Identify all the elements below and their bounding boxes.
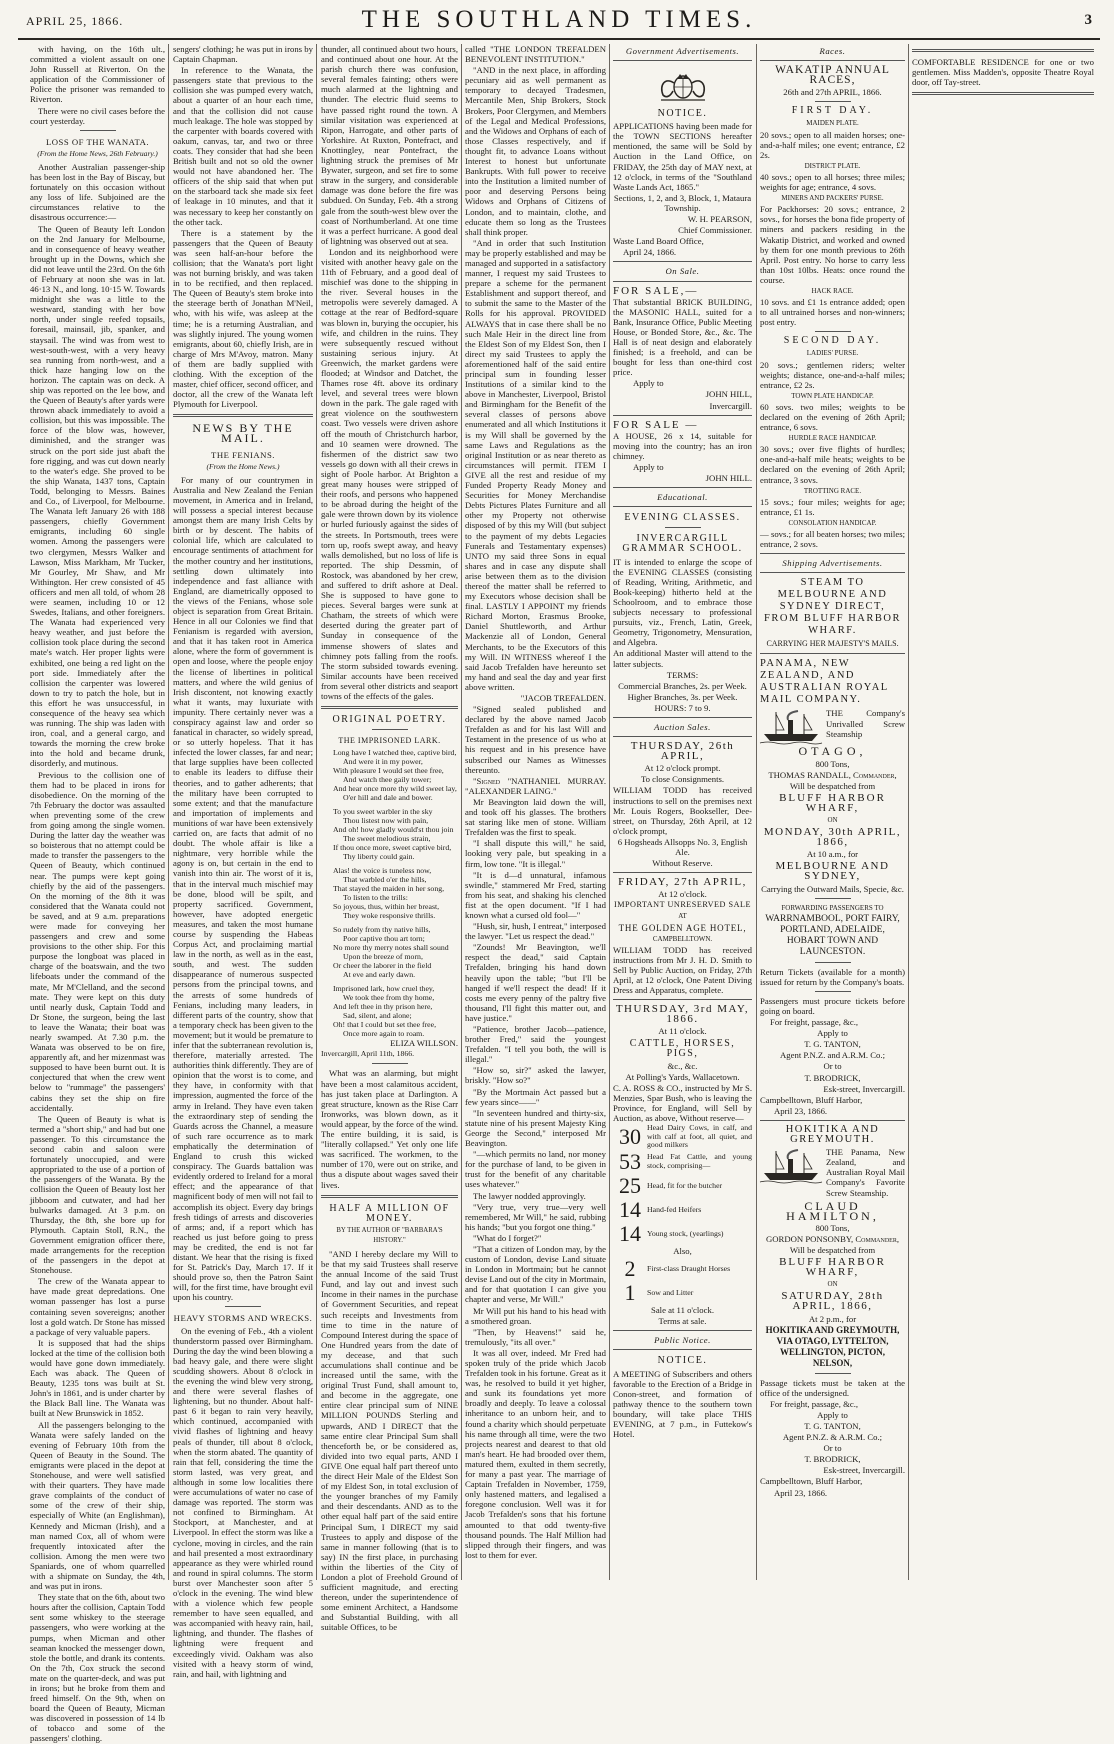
ship-name: OTAGO, [798, 744, 867, 759]
race-text: 40 sovs.; open to all horses; three miles; weights for age; entrance, 4 sovs. [760, 171, 905, 193]
notice-date: April 23, 1866. [774, 1105, 828, 1116]
apply-label: Apply to [817, 1409, 848, 1420]
paragraph: "And in order that such Institution may be properly established and may be managed and supported in a satisfactory manner, I request my said Trustees to prepare a scheme for the permanent Establishment and support thereof, and to submit the same to the Master of the Rolls for his approval. PROVIDED ALWAYS that in case there shall be no such Male Heir in the direct line from the Eldest Son of my Eldest Son, then I direct my said Trustees to apply the aforementioned half of the said entire principal sum in founding lesser Institutions of a similar kind to the above in Manchester, Liverpool, Bristol and Birmingham for the Benefit of the several classes of persons above enumerated and all which Institutions it is my Will shall be governed by the same Laws and Regulations as the original Institution or as near thereto as circumstances will permit. ITEM I GIVE all the rest and residue of my Funded Property Ready Money and Securities for Money Merchandise Debts Pictures Plates Furniture and all other my Property not otherwise disposed of by this my Will (but subject to the payment of my debts Legacies Funerals and Testamentary expenses) UNTO my said three Sons in equal shares and in case any dispute shall arise between them as to the division thereof the matter shall be referred to my Executors whose decision shall be final. LASTLY I APPOINT my friends Richard Morton, Erasmus Brooke, Daniel Shuttleworth, and Arthur Mackenzie all of London, General Merchants, to be the Executors of this my Will. IN WITNESS whereof I the said Jacob Trefalden have hereunto set my hand and seal the day and year first above written. [465, 237, 606, 692]
race-name: MINERS AND PACKERS' PURSE. [781, 194, 884, 203]
section-heading-races: Races. [819, 46, 846, 56]
race-name: HACK RACE. [811, 286, 854, 295]
notice-date: April 23, 1866. [774, 1487, 828, 1498]
poem-line: O'er hill and dale and bower. [343, 793, 433, 803]
divider [613, 999, 752, 1000]
divider [613, 1330, 752, 1331]
article-heading-storms: HEAVY STORMS AND WRECKS. [173, 1313, 313, 1324]
ship-commander: THOMAS RANDALL, Commander, [768, 769, 897, 780]
poem-line: Thou listest now with pain, [343, 816, 429, 826]
agent-place: Esk-street, Invercargill. [823, 1083, 905, 1094]
divider [372, 1063, 408, 1064]
notice-text: APPLICATIONS having been made for the TOWN SECTIONS hereafter mentioned, the same will be Sold by Auction in the Land Office, on FRIDAY, the 25th day of MAY next, at 12 o'clock, in terms of the "Southland Waste Lands Act, 1865." [613, 121, 752, 192]
passage-notice: Passage tickets must be taken at the office of the undersigned. [760, 1377, 905, 1398]
stanza [321, 984, 458, 1038]
section-heading-educational: Educational. [657, 492, 708, 503]
auction-text: WILLIAM TODD has received instructions from Mr J. H. D. Smith to Sell by Public Auction, on Friday, 27th April, at 12 o'clock, One Patent Diving Dress and Apparatus, complete. [613, 944, 752, 996]
divider [321, 1195, 458, 1198]
apply-label: Apply to [817, 1028, 848, 1039]
paragraph: "By the Mortmain Act passed but a few years since——" [465, 1086, 606, 1107]
divider [173, 414, 313, 417]
divider [80, 130, 116, 131]
poem-line: And watch thee gaily tower; [343, 775, 432, 785]
paragraph: "I shall dispute this will," he said, looking very pale, but speaking in a firm, low tone. "It is illegal." [465, 838, 606, 869]
paragraph: "Patience, brother Jacob—patience, brother Fred," said the youngest Trefalden. "I tell you both, the will is illegal." [465, 1024, 606, 1065]
divider [912, 92, 1094, 95]
paragraph: It is supposed that had the ships locked at the time of the collision both would have gone down immediately. Each was aback. The Queen of Beauty, 1235 tons was built at St. John's in 1861, and is under charter by the Black Ball line. The Wanata was built at New Brunswick in 1852. [30, 1337, 165, 1419]
auction-date: THURSDAY, 26th APRIL, [630, 740, 735, 763]
divider [815, 101, 851, 102]
auction-town: CAMPBELLTOWN. [652, 934, 713, 943]
race-text: 20 sovs.; open to all maiden horses; one-and-a-half miles; one event; entrance, £2 2s. [760, 129, 905, 160]
poem-line: That stayed the maiden in her song, [333, 884, 445, 894]
school-text: An additional Master will attend to the latter subjects. [613, 648, 752, 669]
lot-item: 25 Head, fit for the butcher [619, 1173, 723, 1199]
page-number: 3 [1084, 12, 1092, 28]
notice-heading: NOTICE. [657, 1355, 708, 1367]
poem-line: The sweet melodious strain, [343, 834, 431, 844]
notice-place: Campbelltown, Bluff Harbor, [760, 1476, 863, 1487]
ship-departure-time: At 2 p.m., for [808, 1313, 857, 1324]
column-rule [168, 44, 169, 1580]
paragraph: "Zounds! Mr Beavington, we'll respect the dead," said Captain Trefalden, bringing his hand down heavily upon the table; "but I'll be hanged if we'll respect the dead! If it costs me every penny of the paltry five thousand, I'll fight this matter out, and have justice." [465, 942, 606, 1023]
newspaper-title: THE SOUTHLAND TIMES. [361, 6, 757, 33]
poem-line: And oh! how gladly would'st thou join [333, 825, 454, 835]
paragraph: The lawyer nodded approvingly. [473, 1190, 586, 1201]
auction-subject-etc: &c., &c. [667, 1060, 698, 1071]
poem-line: To you sweet warbler in the sky [333, 807, 433, 817]
race-name: LADIES' PURSE. [806, 349, 859, 358]
paragraph: All the passengers belonging to the Wanata were safely landed on the evening of February 10th from the Queen of Beauty in the Sound. The emigrants were placed in the depot at Stonehouse, and were well satisfied with their quarters. They have made grave complaints of the conduct of some of the crew of their ship, especially of White (an Englishman), Kennedy and Micman (Irish), and a man named Cox, all of whom were frequently intoxicated after the collision. Among the men were two Spaniards, one of whom quarrelled with a shipmate on Sunday, the 4th, and was put in irons. [30, 1419, 165, 1592]
race-text: 20 sovs.; gentlemen riders; welter weights; distance, one-and-a-half miles; entrance, £2 2s. [760, 359, 905, 390]
paragraph: What was an alarming, but might have been a most calamitous accident, has just taken place at Darlington. A great structure, known as the Rise Carr Ironworks, was blown down, as it would appear, by the force of the wind. The entire building, it is said, is "literally collapsed." Yet only one life was sacrificed. The workmen, to the number of 170, were out on strike, and thus a dispute about wages saved their lives. [321, 1068, 458, 1190]
poem-line: Imprisoned lark, how cruel they, [333, 984, 435, 994]
column-3 [321, 44, 458, 1633]
race-text: — sovs.; for all beaten horses; two miles; entrance, 2 sovs. [760, 529, 905, 550]
ship-despatch: Will be despatched from [789, 780, 876, 791]
poem-line: Poor captive thou art torn; [343, 934, 425, 944]
ship-name: CLAUD HAMILTON, [786, 1198, 879, 1223]
poem-line: If thou once more, sweet captive bird, [333, 843, 452, 853]
notice-signature: W. H. PEARSON, [687, 214, 752, 225]
divider [815, 991, 851, 992]
poem-title: THE IMPRISONED LARK. [338, 736, 441, 746]
school-text: IT is intended to enlarge the scope of the EVENING CLASSES (consisting of Reading, Writing, Arithmetic, and Book-keeping) hitherto held at the Schoolroom, and to embrace those subjects necessary to professional pursuits, viz., French, Latin, Greek, Geometry, Trigonometry, Mensuration, and Algebra. [613, 556, 752, 648]
poem-line: That warbled o'er the hills, [343, 875, 427, 885]
paragraph: Mr Beavington laid down the will, and took off his glasses. The brothers sat staring like men of stone. William Trefalden was the first to speak. [465, 796, 606, 838]
section-heading-original-poetry: ORIGINAL POETRY. [332, 714, 447, 726]
auction-reserve: Without Reserve. [652, 858, 713, 869]
agent-title: Agent P.N.Z. and A.R.M. Co.; [780, 1050, 885, 1061]
ship-departure-wharf: BLUFF HARBOR WHARF, [779, 1256, 886, 1279]
race-text: 15 sovs.; four miles; weights for age; entrance, £1 1s. [760, 496, 905, 517]
divider [815, 331, 851, 332]
auction-item: 6 Hogsheads Allsopps No. 3, English Ale. [617, 836, 748, 857]
auction-text: WILLIAM TODD has received instructions to sell on the premises next Mr. Louis Rogers, Bookseller, Dee-street, on Thursday, 26th April, at 12 o'clock prompt, [613, 785, 752, 836]
ship-tons: 800 Tons, [815, 1222, 850, 1233]
divider [815, 1373, 851, 1374]
shipping-mails: CARRYING HER MAJESTY'S MAILS. [766, 639, 899, 649]
poem-line: Thy liberty could gain. [343, 852, 415, 862]
paragraph: "—which permits no land, nor money for the purchase of land, to be given in trust for the benefit of any charitable uses whatever." [465, 1149, 606, 1190]
lot-item: 14 Hand-fed Heifers [619, 1197, 702, 1223]
paragraph: The crew of the Wanata appear to have made great depredations. One woman passenger has lost a purse containing seven sovereigns; another lost a gold watch. Dr Stone has missed a package of very valuable papers. [30, 1276, 165, 1337]
section-heading-government: Government Advertisements. [625, 46, 740, 56]
ship-destination: HOKITIKA AND GREYMOUTH, VIA OTAGO, LYTTELTON, WELLINGTON, PICTON, NELSON, [765, 1324, 900, 1368]
auction-time: At 12 o'clock. [658, 889, 707, 900]
notice-signature-title: Chief Commissioner. [678, 225, 752, 236]
poem-line: They woke responsive thrills. [343, 911, 436, 921]
article-heading-half-million: HALF A MILLION OF MONEY. [329, 1202, 450, 1224]
race-name: DISTRICT PLATE. [804, 161, 861, 170]
poem-line: Long have I watched thee, captive bird, [333, 748, 457, 758]
paragraph: "What do I forget?" [473, 1232, 542, 1243]
divider [613, 261, 752, 262]
divider [815, 962, 851, 963]
auction-time: At 11 o'clock. [658, 1026, 707, 1037]
section-heading-on-sale: On Sale. [665, 266, 700, 277]
column-rule [316, 44, 317, 1580]
also-label: Also, [673, 1246, 692, 1257]
ship-intro: THE Company's Unrivalled Screw Steamship [826, 708, 905, 739]
ship-advert-otago [760, 708, 905, 744]
divider [760, 1120, 905, 1121]
poem-line: At eve and early dawn. [343, 970, 416, 980]
races-title: WAKATIP ANNUAL RACES, [775, 64, 890, 87]
poem-line: Sad, silent, and alone; [343, 1011, 412, 1021]
stanza [321, 866, 458, 920]
race-text: 60 sovs. two miles; weights to be declared on the evening of 26th April; entrance, 6 sovs. [760, 401, 905, 433]
notice-place: Campbelltown, Bluff Harbor, [760, 1094, 863, 1105]
agent-name: T. G. TANTON, [804, 1039, 861, 1050]
school-heading: INVERCARGILL GRAMMAR SCHOOL. [622, 533, 743, 555]
paragraph: "It is d—d unnatural, infamous swindle," stammered Mr Fred, starting from his seat, and shaking his clenched fist at the open document. "If I had known what a cursed old fool—" [465, 869, 606, 920]
steamship-icon [760, 1147, 822, 1183]
races-dates: 26th and 27th APRIL, 1866. [783, 87, 882, 98]
or-label: Or to [823, 1061, 842, 1072]
ship-departure-time: At 10 a.m., for [806, 849, 859, 860]
on-label: ON [827, 815, 838, 824]
poem-line: And left thee in thy prison here, [333, 1002, 433, 1012]
divider [613, 717, 752, 718]
paragraph: "That a citizen of London may, by the custom of London, devise Land situate in London in Mortmain; but he cannot devise Land out of the city in Mortmain, and for that quotation I can give you chapter and verse, Mr Will." [465, 1243, 606, 1305]
masthead [18, 4, 1100, 40]
poem-line: Once more again to roam. [343, 1029, 425, 1039]
agent-name: T. BRODRICK, [804, 1454, 861, 1465]
terms-label: TERMS: [666, 669, 699, 680]
column-4 [465, 44, 606, 1580]
column-rule [908, 44, 909, 1580]
notice-sections: Sections, 1, 2, and 3, Block, 1, Mataura Township. [613, 192, 752, 213]
sale-terms: Terms at sale. [658, 1316, 707, 1327]
ship-departure-date: SATURDAY, 28th APRIL, 1866, [781, 1290, 884, 1313]
notice-date: April 24, 1866. [623, 247, 677, 258]
paragraph: "AND in the next place, in affording pecuniary aid as well permanent as temporary to decayed Tradesmen, Mercantile Men, Ship Brokers, Stock Brokers, Poor Clergymen, and Members of the Legal and Medical Professions, and the Widows and Orphans of each of those Classes respectively, and if thought fit, to advance Loans without Interest to honest but unfortunate Bankrupts. With full power to receive into the Institution a limited number of poor and deserving Persons being Widows and Orphans of Citizens of London, and to maintain, clothe, and educate them so long as the Trustees shall think proper. [465, 65, 606, 237]
poem-line: And hear once more thy wild sweet lay, [333, 784, 457, 794]
race-name: CONSOLATION HANDICAP. [788, 518, 877, 527]
divider [912, 49, 1094, 52]
paragraph: Another Australian passenger-ship has been lost in the Bay of Biscay, but fortunately on this occasion without any loss of life. Subjoined are the circumstances relative to the disastrous occurrence:— [30, 161, 165, 223]
ship-commander: GORDON PONSONBY, Commander, [765, 1233, 900, 1244]
section-heading-shipping: Shipping Advertisements. [782, 558, 883, 569]
column-1 [30, 44, 165, 1744]
article-source: (From the Home News.) [206, 461, 280, 471]
forwarding-label: FORWARDING PASSENGERS TO [781, 903, 884, 912]
divider [613, 506, 752, 507]
article-byline: BY THE AUTHOR OF "BARBARA'S HISTORY." [336, 1226, 443, 1244]
paragraph: The Queen of Beauty left London on the 2nd January for Melbourne, and in consequence of heavy weather brought up in the Downs, which she did not leave until the 23rd. On the 6th of February at noon she was in lat. 46·13 N., and long. 10·15 W. Towards midnight she was a little to the westward, standing with her bow north, under single reefed topsails, foresail, mainsail, jib, spanker, and staysail. The wind was from west to west-south-west, with a very heavy sea running from north-west, and a thick haze hanging low on the horizon. The captain was on deck. A ship was reported on the lee bow, and the Queen of Beauty's after yards were thrown aback immediately to avoid a collision, but this was impossible. The force of the blow was, however, diminished, and the stranger was struck on the port side just abaft the fore rigging, and was cut down nearly to the water's edge. She proved to be the ship Wanata, 1437 tons, Captain Todd, belonging to Messrs. Baines and Co., of Liverpool, for Melbourne. The Wanata left January 26 with 188 passengers, chiefly Government emigrants, including 60 single women. Among the passengers were two clergymen, Messrs Walker and Lawson, Miss Markham, Mr Tucker, Mr Gourley, Mr Shaw, and Mr Withington. Her crew consisted of 45 officers and men all told, of whom 28 were seamen, including 10 or 12 Swedes, Italians, and other foreigners. The Wanata had experienced very heavy weather, and just before the collision took place during the second mate's watch. Her proper lights were exhibited, one being a red light on the port side. Immediately after the collision the carpenter was lowered down to try to patch the hole, but in this effort he was unsuccessful, in consequence of the heavy sea which was running. The ship was laden with iron, coal, and a general cargo, and towards the morning the crew broke into the hold and became drunk, disorderly, and mutinous. [30, 223, 165, 769]
paragraph: "Signed sealed published and declared by the above named Jacob Trefalden as and for his last Will and Testament in the presence of us who at his request and in his presence have subscribed our Names as Witnesses thereunto. [465, 704, 606, 775]
divider [760, 572, 905, 573]
terms-line: Higher Branches, 3s. per Week. [627, 691, 738, 702]
paragraph: with having, on the 16th ult., committed a violent assault on one John Russell at Riverton. On the application of the Commissioner of Police the prisoner was remanded to Riverton. [30, 44, 165, 105]
race-text: 30 sovs.; over five flights of hurdles; one-and-a-half mile heats; weights to be declared on the evening of 26th April; entrance, 3 sovs. [760, 444, 905, 485]
auction-at: AT [678, 912, 687, 921]
agent-title: Agent P.N.Z. & A.R.M. Co.; [782, 1432, 883, 1443]
for-sale-heading: FOR SALE,— [613, 284, 699, 297]
poem-line: We took thee from thy home, [343, 993, 435, 1003]
paragraph: "Then, by Heavens!" said he, tremulously, "its all over." [465, 1326, 606, 1347]
poem-line: So rudely from thy native hills, [333, 925, 431, 935]
section-heading-public-notice: Public Notice. [654, 1335, 711, 1346]
paragraph: "In seventeen hundred and thirty-six, statute nine of his present Majesty King George the Second," interposed Mr Beavington. [465, 1107, 606, 1149]
day-heading: FIRST DAY. [791, 105, 874, 117]
race-name: TOWN PLATE HANDICAP. [791, 391, 874, 400]
agent-name: JOHN HILL. [705, 473, 752, 484]
column-rule [461, 44, 462, 1580]
divider [665, 527, 701, 528]
ship-advert-claud-hamilton [760, 1147, 905, 1198]
paragraph: The Queen of Beauty is what is termed a "short ship," and had but one passenger. To this circumstance the second cabin and saloon were fortunately unoccupied, and were appropriated to the use of a portion of the passengers of the Wanata. By the collision the Queen of Beauty lost her jibboom and cutwater, and had her bulwarks damaged. At 3 p.m. on Thursday, the 8th, she bore up for Plymouth. Captain Stoll, R.N., the Government emigration officer there, made arrangements for the reception of the passengers in the depot at Stonehouse. [30, 1113, 165, 1276]
paragraph: "Very true, very true—very well remembered, Mr Will," he said, rubbing his hands; "but you forgot one thing." [465, 1201, 606, 1232]
divider [760, 653, 905, 654]
divider [613, 415, 752, 416]
divider [613, 487, 752, 488]
lot-item: 30 Head Dairy Cows, in calf, and with calf at foot, all quiet, and good milkers [619, 1123, 752, 1150]
paragraph: sengers' clothing; he was put in irons by Captain Chapman. [173, 44, 313, 65]
agent-name: T. G. TANTON, [804, 1421, 861, 1431]
divider [613, 281, 752, 282]
auction-date: FRIDAY, 27th APRIL, [618, 876, 747, 889]
race-text: 10 sovs. and £1 1s entrance added; open to all untrained horses and non-winners; post entry. [760, 297, 905, 328]
apply-label: Apply to [633, 462, 664, 472]
divider [760, 60, 905, 61]
auction-venue: THE GOLDEN AGE HOTEL, [618, 922, 747, 933]
poem-line: So joyous, thus, within her breast, [333, 902, 440, 912]
paragraph: It was all over, indeed. Mr Fred had spoken truly of the pride which Jacob Trefalden took in his fortune. Great as it was, he resolved to build it yet higher, and sunk its foundations yet more broadly and deeply. To leave a colossal inheritance to an unborn heir, and to found a charity which should perpetuate his name through all time, were the two projects nearest and dearest to that old man's heart. He had brooded over them, matured them, exulted in them secretly, for many a past year. The marriage of Captain Trefalden in November, 1759, only hastened matters, and legalised a foregone conclusion. Well was it for Jacob Trefalden's sons that his fortune amounted to that odd twenty-five thousand pounds. The Half Million had slipped through their fingers, and was lost to them for ever. [465, 1347, 606, 1560]
poem [321, 748, 458, 1038]
residence-notice: COMFORTABLE RESIDENCE for one or two gentlemen. Miss Madden's, opposite Theatre Royal door, off Tay-street. [912, 57, 1094, 88]
forwarding-ports: WARRNAMBOOL, PORT FAIRY, PORTLAND, ADELAIDE, HOBART TOWN AND LAUNCESTON. [765, 913, 900, 957]
column-2 [173, 44, 313, 1679]
agent-place: Invercargill. [709, 400, 752, 411]
divider [613, 872, 752, 873]
ship-destination: MELBOURNE AND SYDNEY, [775, 860, 890, 883]
race-name: HURDLE RACE HANDICAP. [788, 434, 877, 443]
stanza [321, 925, 458, 979]
auction-subject: IMPORTANT UNRESERVED SALE [613, 900, 751, 910]
poem-line: Alas! the voice is tuneless now, [333, 866, 432, 876]
hours-line: HOURS: 7 to 9. [654, 702, 711, 713]
paragraph: "Hush, sir, hush, I entreat," interposed the lawyer. "Let us respect the dead." [465, 921, 606, 942]
paragraph: They state that on the 6th, about two hours after the collision, Captain Todd sent some whiskey to the steerage passengers, who were working at the pumps, when Micman and other seaman knocked the messenger down, stole the bottle, and drank its contents. On the 7th, Cox struck the second mate on the quarter-deck, and was put in irons; but he broke from them and freed himself. On the 9th, when on board the Queen of Beauty, Micman was discovered in possession of 14 lb of tobacco and some of the passengers' clothing. [30, 1592, 165, 1744]
paragraph: There were no civil cases before the court yesterday. [30, 105, 165, 126]
article-heading-fenians: THE FENIANS. [211, 449, 275, 460]
agent-name: JOHN HILL, [705, 389, 752, 400]
for-sale-heading: FOR SALE — [613, 418, 699, 431]
stanza [321, 807, 458, 861]
paragraph: London and its neighborhood were visited with another heavy gale on the 11th of February, and a good deal of mischief was done to the shipping in the river. Several houses in the metropolis were severely damaged. A cottage at the rear of Bedford-square was blown in, burying the occupier, his wife, and children in the ruins. They were subsequently rescued without sustaining serious injury. At Greenwich, the market gardens were flooded; at Windsor and Datchet, the Thames rose 4ft. above its ordinary level, and several trees were blown down in the park. The gale raged with great violence on the southwestern coast. Two vessels were driven ashore off the mouth of Christchurch harbor, and 10 seamen were drowned. The fishermen of the district saw two vessels go down with all their crews in sight of Poole harbor. At Brighton a great many houses were stripped of their roofs, and persons who happened to be abroad during the height of the gale were thrown down by its violence or hurled furiously against the sides of the streets. In Portsmouth, trees were torn up, roofs swept away, and heavy walls demolished, but no loss of life is reported. The ship Dessmin, of Rostock, was abandoned by her crew, and suffered to drift ashore at Deal. She is supposed to have gone to pieces. Several barges were sunk at Chatham, the streets of which were deserted during the greater part of Sunday in consequence of the immense showers of slates and chimney pots falling from the roofs. The storm subsided towards evening. Similar accounts have been received from several other districts and seaport towns of the effects of the gales. [321, 246, 458, 701]
column-7 [912, 44, 1094, 1580]
ship-departure-wharf: BLUFF HARBOR WHARF, [779, 791, 886, 814]
paragraph: "How so, sir?" asked the lawyer, briskly. "How so?" [465, 1065, 606, 1086]
auction-time: At 12 o'clock prompt. [644, 763, 721, 774]
paragraph: thunder, all continued about two hours, and continued about one hour. At the parish church there was confusion, several females fainting; others were much alarmed at the lightning and thunder. The electric fluid seems to have passed right round the town. A similar visitation was experienced at Ripon, Harrogate, and other parts of Yorkshire. At Ruxton, Pontefract, and Knottingley, near Pontefract, the lightning struck the premises of Mr Bywater, surgeon, and set fire to some straw in the surgery, and considerable damage was done before the fire was subdued. On Sunday, Feb. 4th a strong gale from the south-west blew over the coast of Northumberland. At one time it was a perfect hurricane. A good deal of lightning was observed out at sea. [321, 44, 458, 246]
poem-line: Upon the breeze of morn, [343, 952, 423, 962]
auction-subject: CATTLE, HORSES, PIGS, [629, 1037, 736, 1059]
ship-departure-date: MONDAY, 30th APRIL, 1866, [763, 826, 902, 849]
sale-time: Sale at 11 o'clock. [650, 1305, 714, 1316]
divider [613, 60, 752, 61]
lot-item: 53 Head Fat Cattle, and young stock, comprising— [619, 1149, 752, 1175]
auction-date: THURSDAY, 3rd MAY, 1866. [615, 1003, 750, 1026]
on-label: ON [827, 1280, 838, 1289]
shipping-headline: HOKITIKA AND GREYMOUTH. [785, 1123, 880, 1146]
divider [760, 553, 905, 554]
poem-dateline: Invercargill, April 11th, 1866. [321, 1049, 415, 1059]
stanza [321, 748, 458, 802]
ship-intro: THE Panama, New Zealand, and Australian Royal Mail Company's Favorite Screw Steamship. [826, 1147, 905, 1198]
signature: "JACOB TREFALDEN. [520, 693, 606, 703]
paragraph: For many of our countrymen in Australia and New Zealand the Fenian movement, in America and in Ireland, will possess a special interest because amongst them are many Irish Celts by birth or by descent. The habits of colonial life, which are calculated to encourage sentiments of attachment for the mother country and her institutions, settling down ultimately into independence and fast alliance with England, are diametrically opposed to the views of the Fenians, whose sole object is separation from Great Britain. Hence in all our Colonies we find that Fenianism is regarded with aversion, and that it has taken root in America alone, where the form of government is open and loose, where the people enjoy the license of libertines in political matters, and where the wild genius of Irish discontent, not knowing exactly what it wants, may luxuriate with impunity. There certainly never was a conspiracy against law and order so fanatical in character, so widely spread, or so utterly hopeless. That it has infected the lower classes, far and near; that large supplies have been collected to enable its leaders to diffuse their theories, and to gather adherents; that the military have been corrupted to some extent; and that the manufacture and importation of implements and munitions of war have been extensively carried on, are facts that admit of no doubt. The whole affair is like a nightmare, very horrible while the agony is on, but certain in the end to vanish into thin air. The worst of it is, that in the interval much mischief may be done, blood will be spilt, and property sacrificed. Government, however, have adopted energetic measures, and taken the most humane course by suspending the Habeas Corpus Act, and proclaiming martial law in the north, as well as in the east, south, and west. The sudden disappearance of numerous suspected persons from the principal towns, and the arrests of some hundreds of Fenians, including many leaders, in different parts of the country, show that a temporary check has been given to the movement; but it would be premature to infer that the subterranean revolution is, therefore, materially arrested. The authorities think differently. They are of opinion that the worst is to come, and they have, in conformity with that impression, augmented the force of the army in Ireland. They have even taken the extraordinary step of sending the Guards across the Channel, a measure of such rare occurrence as to mark emphatically the determination of England to crush this wicked conspiracy. The Guards battalion was evidently ordered to Ireland for a moral effect; and the appearance of that magnificent body of men will not fail to accomplish its object. Every day brings fresh tidings of arrests and discoveries of arms; and, if a report which has reached us just before going to press may be credited, the end is not far distant. We hear that the rising is fixed for St. Patrick's Day, March 17. If it should prove so, then the Patron Saint will, for the first time, have brought evil upon his country. [173, 474, 313, 1303]
poem-line: Oh! that I could but set thee free, [333, 1020, 437, 1030]
lot-item: 1 Sow and Litter [624, 1280, 694, 1306]
lot-item: 14 Young stock, (yearlings) [619, 1221, 724, 1247]
race-text: For Packhorses: 20 sovs.; entrance, 2 sovs., for horses the bona fide property of miners and packers residing in the Wakatip District, and worked and owned by them for one month previous to 26th April. Post entry. No horse to carry less than 10st 10lbs. Heats: once round the course. [760, 204, 905, 285]
or-label: Or to [823, 1443, 842, 1454]
paragraph: called "THE LONDON TREFALDEN BENEVOLENT INSTITUTION." [465, 44, 606, 65]
divider [372, 729, 408, 730]
apply-label: Apply to [633, 378, 664, 389]
poem-line: Or cheer the laborer in the field [333, 961, 432, 971]
auction-venue: At Polling's Yards, Wallacetown. [625, 1071, 740, 1082]
notice-heading: NOTICE. [657, 108, 708, 120]
issue-date: APRIL 25, 1866. [26, 14, 124, 28]
race-name: TROTTING RACE. [803, 486, 862, 495]
divider [225, 1306, 261, 1307]
paragraph: On the evening of Feb., 4th a violent thunderstorm passed over Birmingham. During the day the wind been blowing a bad heavy gale, and there were slight scudding showers. About 8 o'clock in the evening the wind blew very strong, and there were several flashes of lightening, but no thunder. About half-past 6 it began to rain very heavily, which continued, accompanied with vivid flashes of lightning and heavy peals of thunder, till about 8 o'clock, when the storm abated. The quantity of rain that fell, considering the time the storm lasted, was very great, and although in some low localities there were accumulations of water no case of damage was reported. The storm was not confined to Birmingham. At Stockport, at Manchester, and at Liverpool. In effect the storm was like a cyclone, moving in circles, and the rain and hail presented a most extraordinary appearance as they were whirled round and round in spiral columns. The storm burst over Manchester soon after 5 o'clock in the evening. The wind blew with a violence which few people remember to have seen equalled, and was accompanied with heavy rain, hail, lightning, and thunder. The flashes of lightning were frequent and exceedingly vivid. Oakham was also visited with a heavy storm of wind, rain, and hail, with lightning and [173, 1325, 313, 1679]
notice-office: Waste Land Board Office, [613, 236, 704, 247]
shipping-company: PANAMA, NEW ZEALAND, AND AUSTRALIAN ROYAL MAIL COMPANY. [760, 658, 889, 706]
divider [613, 1349, 752, 1350]
column-6 [760, 44, 905, 1580]
freight-label: For freight, passage, &c., [770, 1017, 859, 1028]
section-heading-auction: Auction Sales. [654, 721, 711, 732]
lot-item: 2 First-class Draught Horses [624, 1256, 731, 1282]
ship-cargo: Carrying the Outward Mails, Specie, &c. [761, 883, 904, 894]
column-rule [609, 44, 610, 1580]
for-sale-text: That substantial BRICK BUILDING, the MASONIC HALL, suited for a Bank, Insurance Office, Public Meeting House, or Bonded Store, &c., &c. The Hall is of neat design and elaborately finished; is a freehold, and can be bought for less than one-third cost price. [613, 296, 752, 378]
article-heading-wanata: LOSS OF THE WANATA. [45, 136, 150, 147]
terms-line: Commercial Branches, 2s. per Week. [618, 680, 747, 691]
steamship-icon [760, 708, 822, 744]
poem-author: ELIZA WILLSON. [390, 1038, 458, 1049]
agent-place: Esk-street, Invercargill. [823, 1465, 905, 1476]
ship-despatch: Will be despatched from [789, 1244, 876, 1255]
poem-line: To listen to the trills: [343, 893, 408, 903]
return-tickets: Return Tickets (available for a month) issued for return by the Company's boats. [760, 966, 905, 987]
paragraph: There is a statement by the passengers that the Queen of Beauty was seen half-an-hour before the collision; that the Wanata's port light was not burning briskly, and was taken in to be rectified, and then replaced. The Queen of Beauty's stem broke into the steerage berth of Jonathan M'Neil, who, with his wife, was asleep at the time; he is a returning Australian, and was slightly injured. The young women emigrants, about 60, chiefly Irish, are in charge of Mrs M'Avoy, matron. Many of them are badly supplied with clothing. With the exception of the master, chief officer, second officer, and doctor, all the crew of the Wanata left Plymouth for Liverpool. [173, 227, 313, 410]
column-rule [756, 44, 757, 1580]
divider [321, 706, 458, 709]
day-heading: SECOND DAY. [783, 335, 882, 347]
paragraph: Previous to the collision one of them had to be placed in irons for disobedience. On the morning of the 7th February the doctor was assaulted when preventing some of the crew from going among the single women. During the latter day the weather was so boisterous that no attempt could be made to transfer the passengers to the Queen of Beauty, which continued near. The pumps were kept going chiefly by the aid of the passengers. On the morning of the 8th it was considered that the Wanata could not be saved, and at 9 a.m. preparations were made for conveying her passengers and crew and some provisions to the other ship. For this purpose the longboat was placed in charge of the boatswain, and the two lifeboats under the command of the mate, Mr M'Clelland, and the second mate. They were kept on this duty until nearly dusk, Captain Todd and Dr Stone, the surgeon, being the last to leave the Wanata; their boat was nearly swamped. At 7.30 p.m. the Wanata was observed to be on fire, apparently aft, and her mizenmast was supposed to have been burnt out. It is conjectured that when the crew went below to "rummage" the passengers' cabins they set the ship on fire accidentally. [30, 769, 165, 1113]
poem-line: And were it in my power, [343, 757, 423, 767]
auction-subject: To close Consignments. [640, 774, 725, 785]
paragraph: Mr Will put his hand to his head with a smothered groan. [465, 1305, 606, 1326]
ship-tons: 800 Tons, [815, 758, 850, 769]
paragraph: "AND I hereby declare my Will to be that my said Trustees shall reserve the annual Income of the said Trust Fund, and lay out and invest such Income in their names in the purchase of Government Securities, and repeat such receipts and Investments from time to time in the nature of Compound Interest during the space of One Hundred years from the date of my decease, and that such accumulations shall continue and be increased until the same, with the original Trust Fund, shall amount to, and become in the aggregate, one entire clear principal sum of NINE MILLION POUNDS Sterling and upwards, AND I DIRECT that the same entire clear Principal Sum shall thenceforth be, or be considered as, divided into two equal parts, AND I GIVE One equal half part thereof unto the direct Heir Male of the Eldest Son of my Eldest Son, in total exclusion of the younger branches of my Family and their descendants. AND as to the other equal half part of the said entire Principal Sum, I DIRECT my said Trustees to apply and dispose of the same in manner following (that is to say) IN the first place, in purchasing within the liberties of the City of London a plot of Freehold Ground of sufficient magnitude, and erecting thereon, under the superintendence of some eminent Architect, a Handsome and Substantial Building, with all suitable Offices, to be [321, 1248, 458, 1633]
auction-text: C. A. ROSS & CO., instructed by Mr S. Menzies, Spar Bush, who is leaving the Province, for England, will Sell by Auction, as above, Without reserve— [613, 1082, 752, 1124]
poem-line: With pleasure I would set thee free, [333, 766, 444, 776]
royal-crest-icon [651, 65, 715, 103]
section-heading-news-by-mail: NEWS BY THE MAIL. [192, 421, 294, 446]
article-source: (From the Home News, 26th February.) [37, 148, 158, 158]
column-5 [613, 44, 752, 1580]
divider [815, 898, 851, 899]
passenger-notice: Passengers must procure tickets before going on board. [760, 995, 905, 1016]
for-sale-text: A HOUSE, 26 x 14, suitable for moving into the country; has an iron chimney. [613, 430, 752, 461]
notice-text: A MEETING of Subscribers and others favorable to the Erection of a Bridge in Conon-street, and formation of pathway thence to the southern town boundary, will take place THIS EVENING, at 7 p.m., in Futtekow's Hotel. [613, 1368, 752, 1440]
shipping-headline: STEAM TO MELBOURNE AND SYDNEY DIRECT, FROM BLUFF HARBOR WHARF. [764, 577, 901, 637]
agent-name: T. BRODRICK, [804, 1072, 861, 1083]
race-name: MAIDEN PLATE. [806, 119, 859, 128]
divider [613, 736, 752, 737]
witness-signatures: "Signed "NATHANIEL MURRAY. "ALEXANDER LAING." [465, 775, 606, 796]
evening-classes-heading: EVENING CLASSES. [624, 512, 741, 524]
freight-label: For freight, passage, &c., [770, 1398, 859, 1409]
paragraph: In reference to the Wanata, the passengers state that previous to the collision she was pumped every watch, about a quarter of an hour each time, and that the collision did not cause much leakage. The hole was stopped by the carpenter with boards covered with oakum, canvas, tar, and two or three coats. They consider that had she been British built and not so old the owner would not have abandoned her. The officers of the ship said that when put on the starboard tack she made six feet of leakage in 10 minutes, and that it was necessary to keep her constantly on the other tack. [173, 65, 313, 227]
poem-line: No more thy merry notes shall sound [333, 943, 449, 953]
